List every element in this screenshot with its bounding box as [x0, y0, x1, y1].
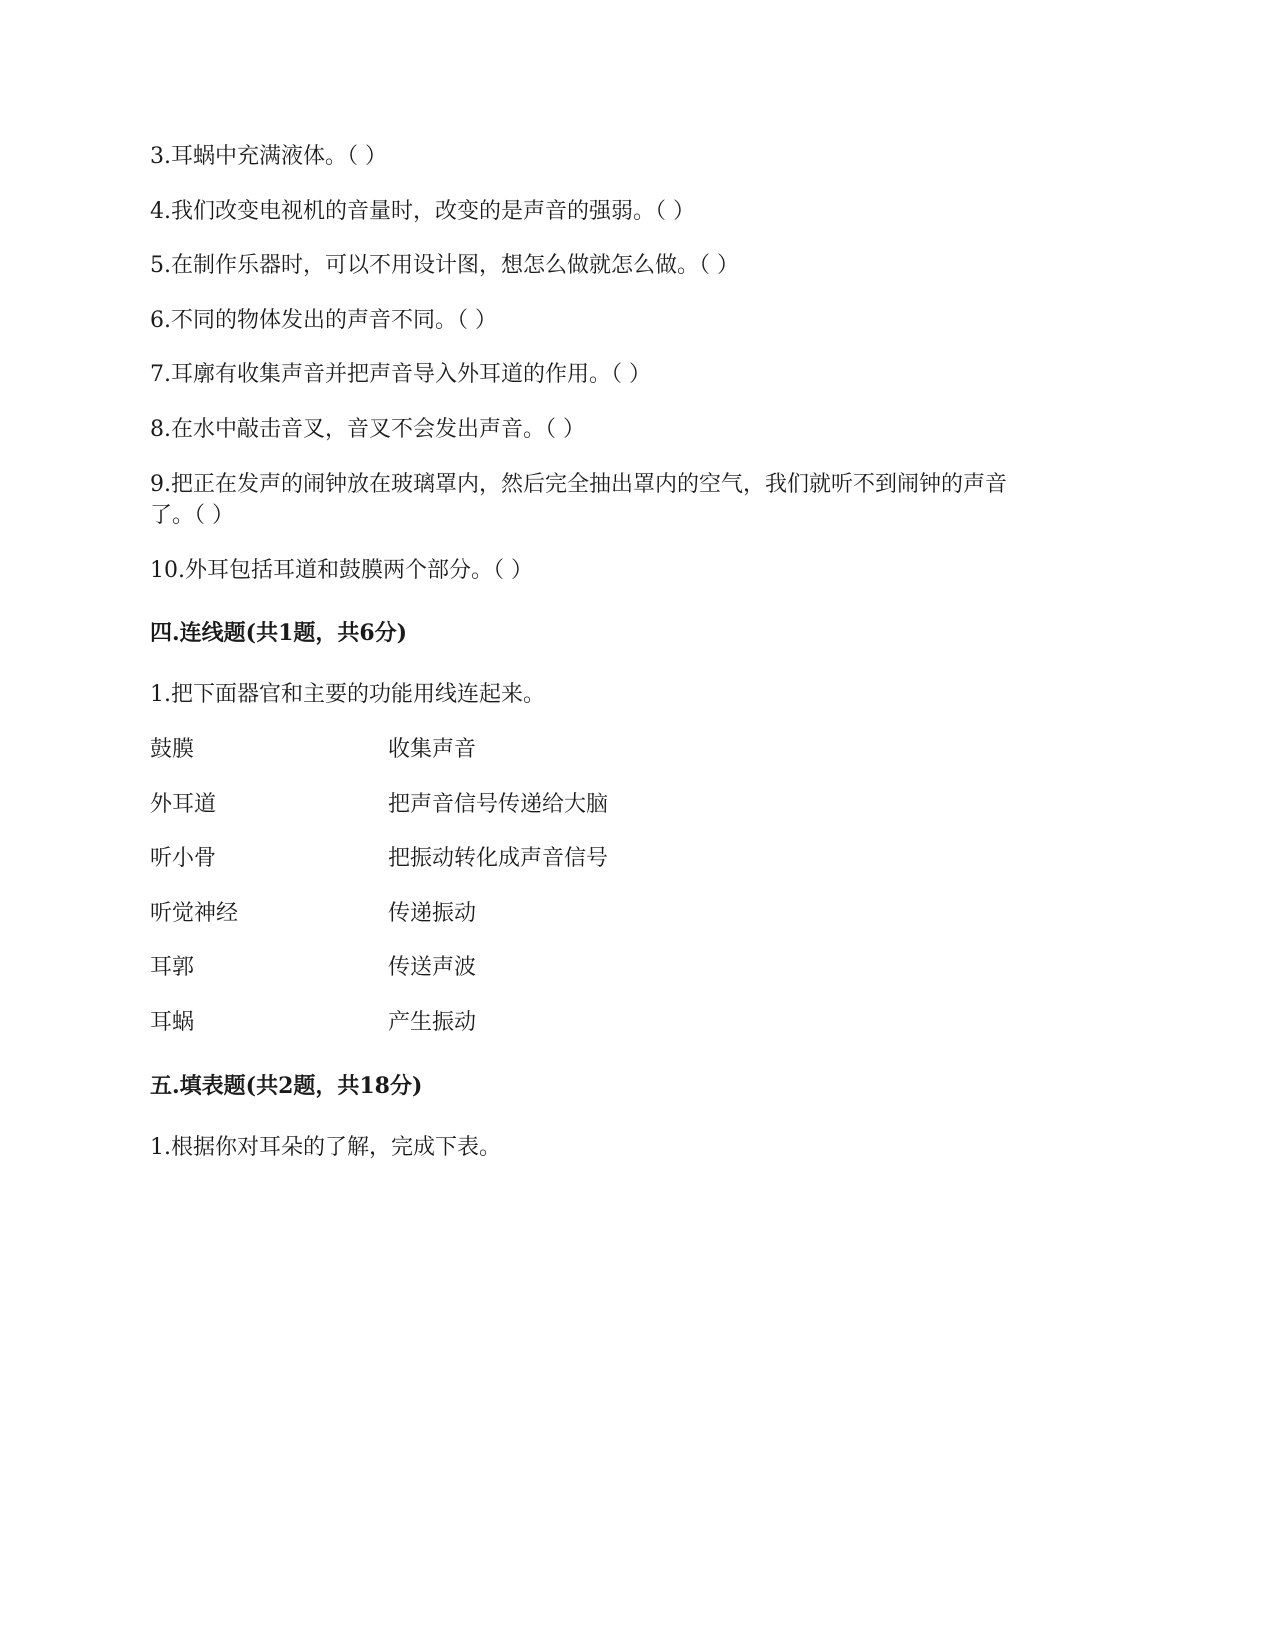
judgment-item-8: 8.在水中敲击音叉，音叉不会发出声音。（ ）: [150, 417, 585, 442]
section-heading-fill-table: 五.填表题(共2题，共18分): [150, 1073, 423, 1099]
organ-item: 耳郭: [150, 955, 195, 980]
organ-item: 鼓膜: [150, 737, 195, 762]
fill-table-question: 1.根据你对耳朵的了解，完成下表。: [150, 1135, 501, 1160]
function-item: 传送声波: [388, 955, 477, 980]
judgment-item-9-line2: 了。（ ）: [150, 503, 234, 528]
organ-item: 耳蜗: [150, 1010, 195, 1035]
judgment-item-4: 4.我们改变电视机的音量时，改变的是声音的强弱。（ ）: [150, 199, 695, 224]
judgment-item-6: 6.不同的物体发出的声音不同。（ ）: [150, 308, 497, 333]
organ-item: 听小骨: [150, 846, 217, 871]
judgment-item-3: 3.耳蜗中充满液体。（ ）: [150, 144, 387, 169]
function-item: 把声音信号传递给大脑: [388, 792, 609, 817]
matching-question: 1.把下面器官和主要的功能用线连起来。: [150, 682, 545, 707]
function-item: 产生振动: [388, 1010, 477, 1035]
judgment-item-5: 5.在制作乐器时，可以不用设计图，想怎么做就怎么做。（ ）: [150, 253, 739, 278]
function-item: 传递振动: [388, 901, 477, 926]
judgment-item-9-line1: 9.把正在发声的闹钟放在玻璃罩内，然后完全抽出罩内的空气，我们就听不到闹钟的声音: [150, 472, 1007, 497]
section-heading-matching: 四.连线题(共1题，共6分): [150, 620, 408, 646]
function-item: 把振动转化成声音信号: [388, 846, 609, 871]
organ-item: 外耳道: [150, 792, 217, 817]
judgment-item-10: 10.外耳包括耳道和鼓膜两个部分。（ ）: [150, 558, 533, 583]
judgment-item-7: 7.耳廓有收集声音并把声音导入外耳道的作用。（ ）: [150, 362, 651, 387]
function-item: 收集声音: [388, 737, 477, 762]
organ-item: 听觉神经: [150, 901, 239, 926]
